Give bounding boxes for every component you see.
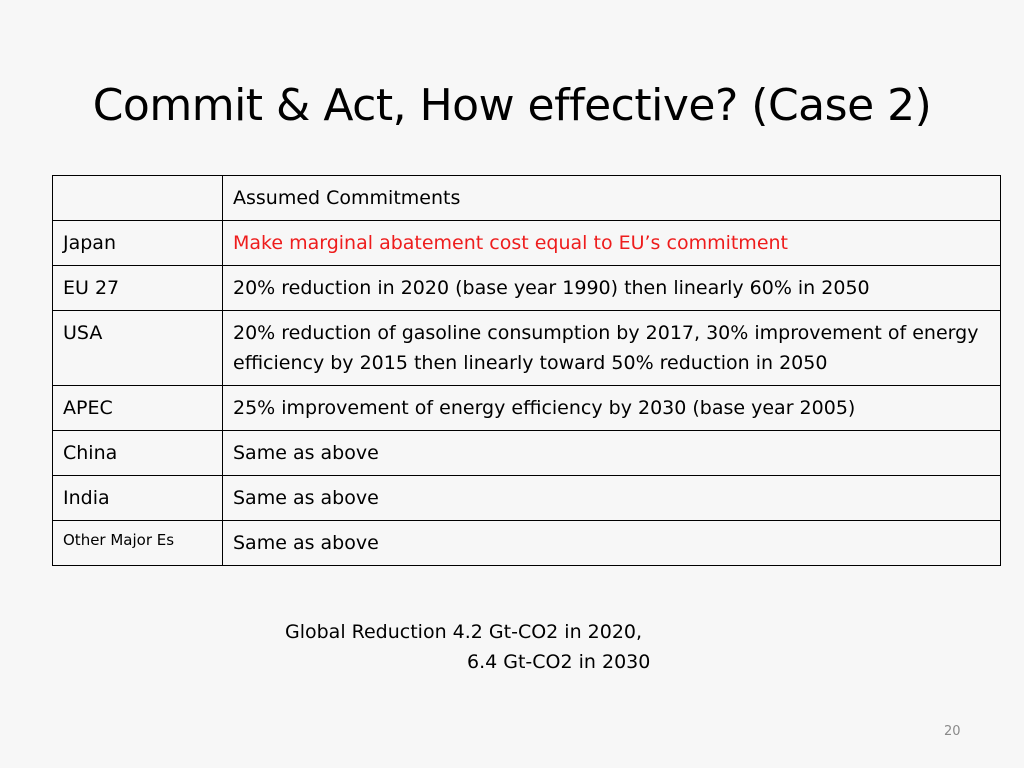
table-row xyxy=(53,311,1001,386)
country-cell: USA xyxy=(53,311,223,386)
table-row xyxy=(53,386,1001,431)
table-row xyxy=(53,476,1001,521)
table-row xyxy=(53,266,1001,311)
global-reduction-summary xyxy=(285,617,650,677)
header-cell-commitments: Assumed Commitments xyxy=(223,176,1001,221)
country-cell: APEC xyxy=(53,386,223,431)
header-cell-country xyxy=(53,176,223,221)
commitment-cell: Same as above xyxy=(223,431,1001,476)
commitments-table xyxy=(52,175,1001,566)
table-row xyxy=(53,521,1001,566)
commitment-cell: 20% reduction in 2020 (base year 1990) then linearly 60% in 2050 xyxy=(223,266,1001,311)
table-header-row xyxy=(53,176,1001,221)
country-cell: China xyxy=(53,431,223,476)
summary-line-2030: 6.4 Gt-CO2 in 2030 xyxy=(467,651,651,673)
table-row xyxy=(53,221,1001,266)
commitment-cell: 20% reduction of gasoline consumption by 2017, 30% improvement of energy efficiency by 2015 then linearly toward 50% reduction in 2050 xyxy=(223,311,1001,386)
slide-title: Commit & Act, How effective? (Case 2) xyxy=(92,80,932,131)
country-cell: Japan xyxy=(53,221,223,266)
table-row xyxy=(53,431,1001,476)
country-cell: EU 27 xyxy=(53,266,223,311)
summary-line-2020: Global Reduction 4.2 Gt-CO2 in 2020, xyxy=(285,621,643,643)
country-cell: India xyxy=(53,476,223,521)
commitment-cell: 25% improvement of energy efficiency by 2030 (base year 2005) xyxy=(223,386,1001,431)
page-number: 20 xyxy=(944,724,961,739)
commitment-cell: Make marginal abatement cost equal to EU’s commitment xyxy=(223,221,1001,266)
commitment-cell: Same as above xyxy=(223,476,1001,521)
country-cell: Other Major Es xyxy=(53,521,223,566)
commitment-cell: Same as above xyxy=(223,521,1001,566)
